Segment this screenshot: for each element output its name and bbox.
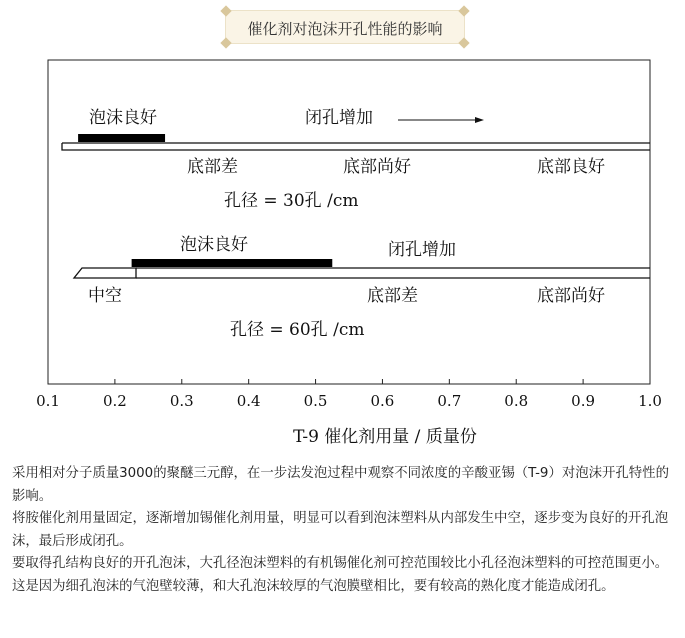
x-tick-label: 0.2 [102,392,127,410]
x-tick-label: 0.1 [36,392,60,410]
caption-paragraph: 要取得孔结构良好的开孔泡沫，大孔径泡沫塑料的有机锡催化剂可控范围较比小孔径泡沫塑料的可控范围更小。这是因为细孔泡沫的气泡壁较薄，和大孔泡沫较厚的气泡膜壁相比，要有较高的熟化度才能造成闭孔。 [12,556,669,594]
x-tick-label: 0.5 [303,392,328,410]
title-banner [225,10,465,44]
x-tick-label: 0.6 [370,392,395,410]
band1-seg-label-1: 底部尚好 [343,157,411,177]
caption-paragraph: 将胺催化剂用量固定，逐渐增加锡催化剂用量，明显可以看到泡沫塑料从内部发生中空，逐步变为良好的开孔泡沫，最后形成闭孔。 [12,511,669,549]
band2-pore-label: 孔径 = 60孔 /cm [230,320,365,340]
x-tick-label: 0.9 [571,392,596,410]
band1-seg-label-0: 底部差 [187,157,238,177]
caption-paragraph: 采用相对分子质量3000的聚醚三元醇，在一步法发泡过程中观察不同浓度的辛酸亚锡（T-9）对泡沫开孔特性的影响。 [12,466,669,504]
caption [12,463,676,599]
band1-good-foam-label: 泡沫良好 [89,108,157,128]
catalyst-diagram [0,50,685,455]
banner-corner-ornament [458,37,469,48]
band1-seg-label-2: 底部良好 [537,157,605,177]
x-tick-label: 1.0 [638,392,662,410]
band1-closed-label: 闭孔增加 [305,108,373,128]
band1-good-foam-bar [78,134,165,142]
x-tick-label: 0.4 [236,392,261,410]
banner-corner-ornament [220,37,231,48]
band-60 [74,235,650,340]
x-axis-label: T-9 催化剂用量 / 质量份 [293,427,477,447]
band-30 [62,108,650,211]
band2-hollow-label: 中空 [88,286,122,306]
band1-closed-arrowhead [475,117,484,123]
band1-pore-label: 孔径 = 30孔 /cm [224,191,359,211]
band2-good-foam-label: 泡沫良好 [180,235,248,255]
band2-seg-label-0: 底部差 [367,286,418,306]
page-title: 催化剂对泡沫开孔性能的影响 [247,20,443,38]
banner-corner-ornament [458,5,469,16]
band2-seg-label-1: 底部尚好 [537,286,605,306]
x-tick-label: 0.3 [169,392,194,410]
x-tick-label: 0.7 [437,392,462,410]
band2-good-foam-bar [132,259,333,267]
band1-hollow-notch [62,143,82,150]
x-tick-label: 0.8 [504,392,529,410]
band2-closed-label: 闭孔增加 [388,240,456,260]
band2-hollow-wedge [74,268,136,278]
banner-corner-ornament [220,5,231,16]
